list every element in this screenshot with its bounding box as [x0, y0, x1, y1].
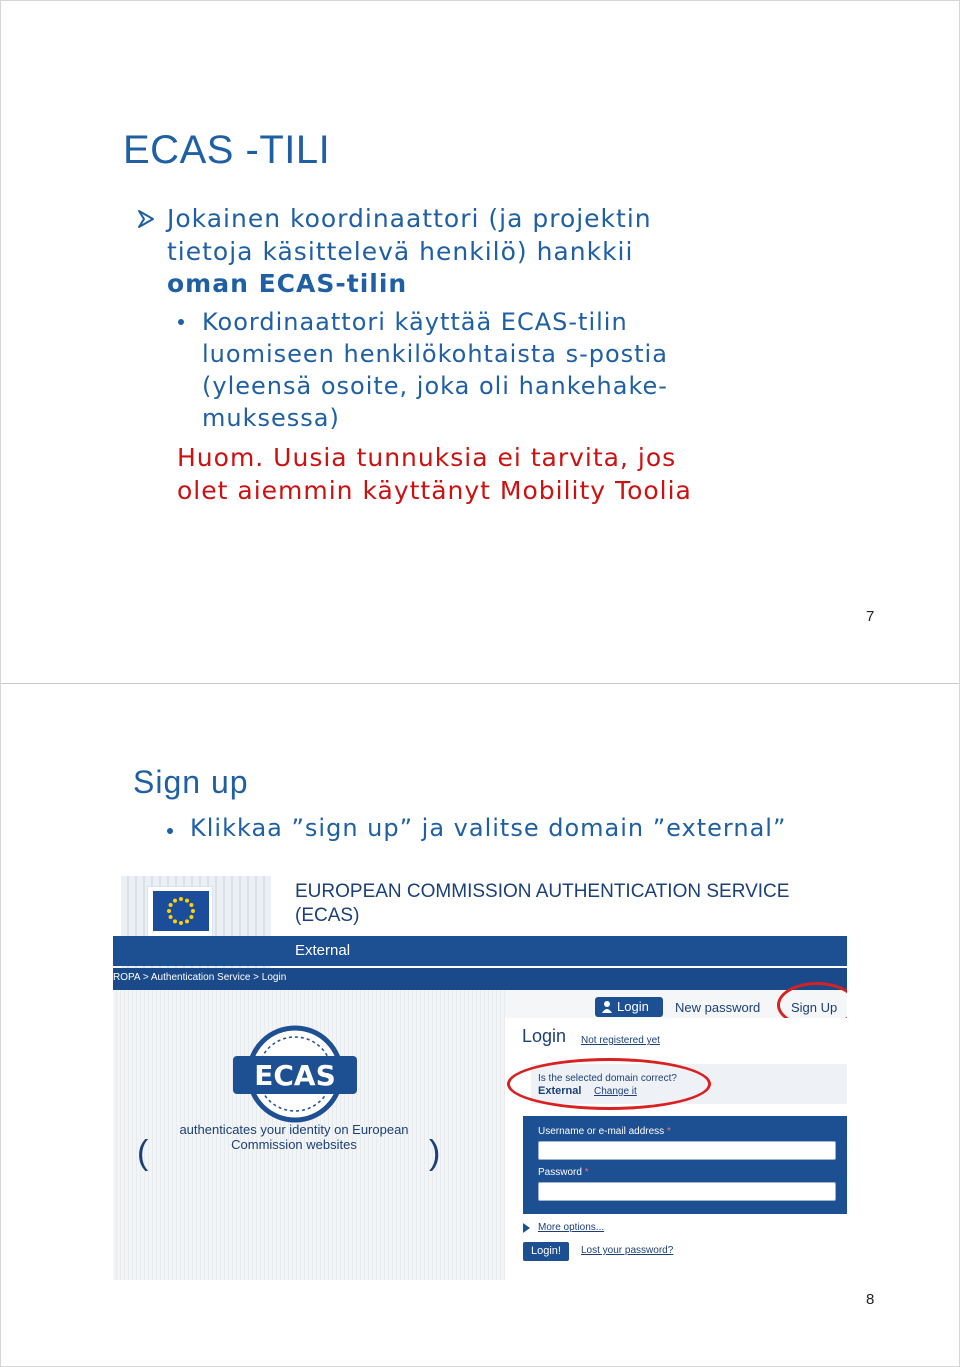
- paren-close: ): [429, 1134, 441, 1172]
- login-tab-label: Login: [617, 999, 649, 1014]
- username-input[interactable]: [538, 1141, 836, 1160]
- sub-point-line: (yleensä osoite, joka oli hankehake-: [202, 372, 668, 400]
- page-number: 7: [866, 608, 875, 625]
- note-line: olet aiemmin käyttänyt Mobility Toolia: [177, 476, 692, 505]
- not-registered-link[interactable]: Not registered yet: [581, 1035, 660, 1046]
- page-number: 8: [866, 1291, 875, 1308]
- sign-up-link[interactable]: Sign Up: [791, 1000, 838, 1015]
- expand-arrow-icon: [523, 1223, 530, 1233]
- ecas-description-line: Commission websites: [231, 1137, 357, 1152]
- eu-flag-icon: [153, 891, 209, 931]
- ecas-description: [157, 1122, 431, 1152]
- note: [177, 441, 737, 507]
- arrow-bullet-icon: [137, 209, 155, 229]
- login-heading: Login: [522, 1026, 567, 1046]
- sub-point-line: muksessa): [202, 404, 340, 432]
- bullet-icon: [167, 828, 173, 834]
- service-title-line: (ECAS): [295, 905, 360, 926]
- required-mark: *: [584, 1167, 589, 1178]
- paren-open: (: [137, 1134, 149, 1172]
- sub-point-line: Koordinaattori käyttää ECAS-tilin: [202, 308, 628, 336]
- main-point-emphasis: oman ECAS-tilin: [167, 269, 408, 298]
- login-button[interactable]: Login!: [523, 1242, 569, 1261]
- main-point: [167, 203, 727, 301]
- change-domain-link[interactable]: Change it: [594, 1086, 637, 1097]
- password-label-text: Password: [538, 1167, 582, 1178]
- required-mark: *: [666, 1126, 671, 1137]
- main-point-line: tietoja käsittelevä henkilö) hankkii: [167, 236, 634, 266]
- breadcrumb-text: ROPA > Authentication Service > Login: [113, 972, 287, 983]
- bullet-text: Klikkaa ”sign up” ja valitse domain ”external”: [190, 814, 787, 842]
- user-icon: [602, 1001, 612, 1013]
- password-input[interactable]: [538, 1182, 836, 1201]
- ecas-screenshot: [113, 876, 847, 1280]
- bullet-icon: [178, 319, 184, 325]
- slide-8: [0, 684, 960, 1367]
- password-label: [538, 1167, 589, 1178]
- username-label: [538, 1126, 671, 1137]
- note-line: Huom. Uusia tunnuksia ei tarvita, jos: [177, 443, 677, 472]
- slide-title: ECAS -TILI: [123, 128, 331, 172]
- login-tab[interactable]: [595, 997, 663, 1017]
- ecas-logo: [233, 1022, 357, 1130]
- domain-value: External: [538, 1085, 582, 1097]
- domain-bar: [113, 936, 847, 966]
- domain-highlight: [507, 1058, 711, 1110]
- sub-point: [202, 306, 742, 434]
- new-password-link[interactable]: New password: [675, 1000, 761, 1015]
- domain-bar-label: External: [295, 942, 351, 959]
- main-point-line: Jokainen koordinaattori (ja projektin: [167, 204, 652, 233]
- username-label-text: Username or e-mail address: [538, 1126, 665, 1137]
- service-title: [295, 880, 789, 928]
- sub-point-line: luomiseen henkilökohtaista s-postia: [202, 340, 668, 368]
- lost-password-link[interactable]: Lost your password?: [581, 1245, 674, 1256]
- domain-question: Is the selected domain correct?: [538, 1073, 677, 1084]
- ecas-description-line: authenticates your identity on European: [179, 1122, 409, 1137]
- service-title-line: EUROPEAN COMMISSION AUTHENTICATION SERVICE: [295, 881, 790, 902]
- slide-title: Sign up: [133, 764, 249, 800]
- breadcrumb: [113, 968, 847, 990]
- ecas-logo-text: ECAS: [254, 1059, 336, 1092]
- more-options-link[interactable]: More options...: [538, 1222, 605, 1233]
